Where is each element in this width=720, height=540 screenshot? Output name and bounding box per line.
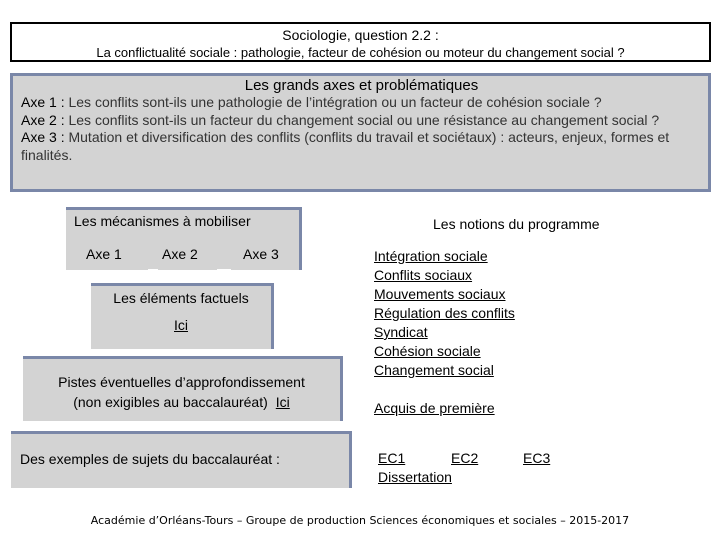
mecanisme-axe-1-link[interactable]: Axe 1: [86, 246, 122, 262]
notion-link-integration-sociale[interactable]: Intégration sociale: [374, 248, 488, 264]
axis-text: Les conflits sont-ils une pathologie de l’intégration ou un facteur de cohésion sociale ?: [64, 94, 602, 110]
mecanisme-axe-2-link[interactable]: Axe 2: [162, 246, 198, 262]
axis-label: Axe 1 :: [21, 94, 65, 110]
ec1-link[interactable]: EC1: [378, 450, 406, 466]
sujets-label: Des exemples de sujets du baccalauréat :: [20, 451, 280, 467]
notion-link-syndicat[interactable]: Syndicat: [374, 324, 428, 340]
pistes-subtitle-row: [23, 392, 340, 412]
axis-label: Axe 2 :: [21, 111, 65, 128]
pistes-title: Pistes éventuelles d’approfondissement: [58, 374, 305, 390]
mecanismes-box: [66, 207, 302, 270]
page-title: Sociologie, question 2.2 :: [282, 27, 439, 43]
elements-factuels-title: Les éléments factuels: [113, 290, 249, 306]
divider: [148, 269, 158, 271]
notion-link-cohesion-sociale[interactable]: Cohésion sociale: [374, 343, 481, 359]
axes-box: [10, 73, 711, 192]
notions-list: [374, 247, 515, 380]
ec3-link[interactable]: EC3: [523, 450, 551, 466]
notions-title: Les notions du programme: [433, 216, 600, 232]
axis-text: Mutation et diversification des conflits (conflits du travail et sociétaux) : acteurs, enjeux, formes et finalités.: [21, 129, 670, 163]
ec2-link[interactable]: EC2: [451, 450, 479, 466]
notion-link-regulation-des-conflits[interactable]: Régulation des conflits: [374, 305, 515, 321]
mecanisme-axe-3-link[interactable]: Axe 3: [243, 246, 279, 262]
pistes-box: [23, 356, 343, 421]
axes-heading: Les grands axes et problématiques: [244, 77, 479, 94]
elements-factuels-box: [91, 283, 274, 349]
footer: Académie d’Orléans-Tours – Groupe de production Sciences économiques et sociales – 2015-2017: [90, 514, 630, 527]
page-subtitle: La conflictualité sociale : pathologie, facteur de cohésion ou moteur du changement social ?: [96, 45, 625, 60]
axis-label: Axe 3 :: [21, 129, 65, 145]
notion-link-conflits-sociaux[interactable]: Conflits sociaux: [374, 267, 473, 283]
axis-item-3: [21, 129, 702, 164]
title-box: [10, 22, 711, 62]
pistes-subtitle: (non exigibles au baccalauréat): [73, 394, 268, 410]
mecanismes-title: Les mécanismes à mobiliser: [74, 213, 251, 229]
sujets-box: [11, 431, 352, 488]
axis-item-1: [21, 94, 702, 112]
acquis-de-premiere-link[interactable]: Acquis de première: [374, 400, 495, 416]
axis-item-2: [21, 112, 702, 130]
pistes-link[interactable]: Ici: [275, 394, 290, 410]
notion-link-mouvements-sociaux[interactable]: Mouvements sociaux: [374, 286, 506, 302]
divider: [217, 269, 231, 271]
dissertation-link[interactable]: Dissertation: [378, 469, 452, 485]
elements-factuels-link[interactable]: Ici: [174, 317, 188, 333]
notion-link-changement-social[interactable]: Changement social: [374, 362, 494, 378]
axis-text: Les conflits sont-ils un facteur du changement social ou une résistance au changement social ?: [64, 111, 660, 128]
